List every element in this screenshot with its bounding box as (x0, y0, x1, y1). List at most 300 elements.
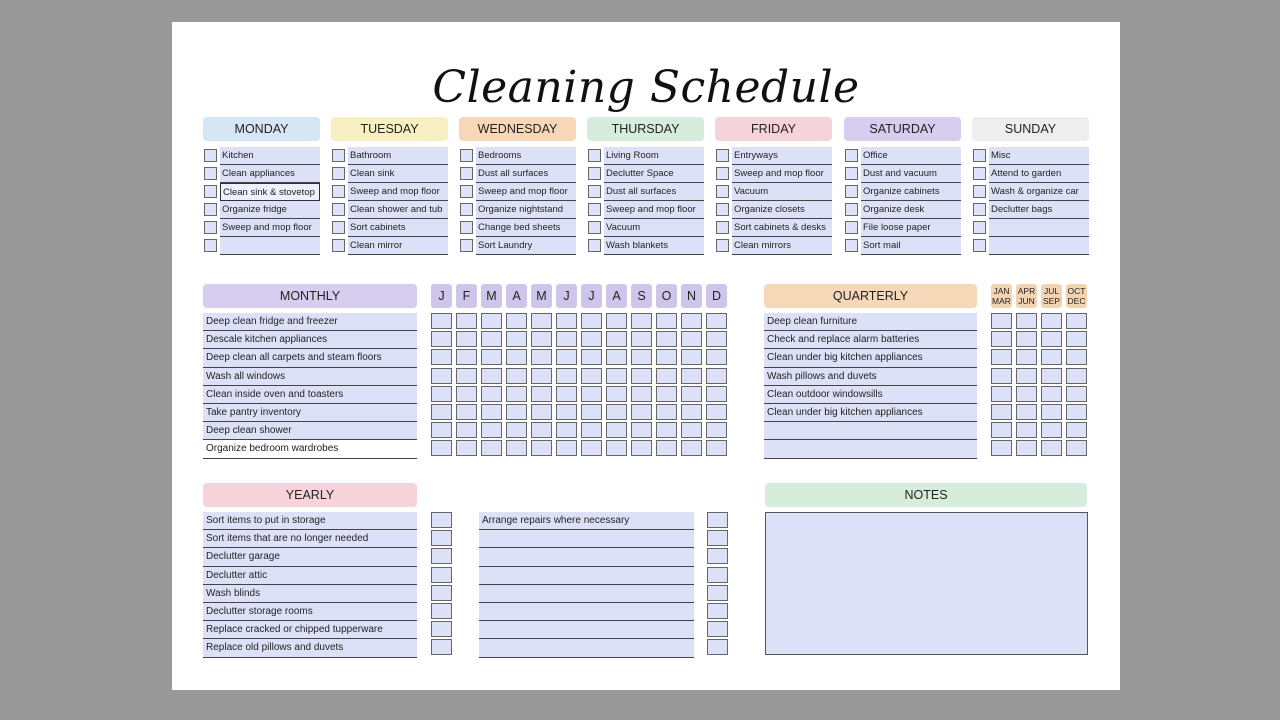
month-checkbox[interactable] (581, 368, 602, 384)
month-checkbox[interactable] (581, 422, 602, 438)
quarter-checkbox[interactable] (1016, 331, 1037, 347)
month-letter: O (656, 284, 677, 308)
task-checkbox[interactable] (973, 185, 986, 198)
month-checkbox[interactable] (531, 331, 552, 347)
day-task-text[interactable]: Sweep and mop floor (348, 183, 448, 201)
month-checkbox[interactable] (681, 386, 702, 402)
month-checkbox[interactable] (706, 440, 727, 456)
quarter-checkbox[interactable] (1066, 386, 1087, 402)
day-task-text[interactable]: Clean mirror (348, 237, 448, 255)
task-checkbox[interactable] (845, 149, 858, 162)
day-task-text[interactable]: Declutter bags (989, 201, 1089, 219)
month-checkbox[interactable] (706, 331, 727, 347)
task-row[interactable]: Clean under big kitchen appliances (764, 349, 977, 367)
day-task-text[interactable]: Living Room (604, 147, 704, 165)
day-task-text[interactable]: Change bed sheets (476, 219, 576, 237)
task-checkbox[interactable] (845, 185, 858, 198)
yearly-header: YEARLY (203, 483, 417, 507)
month-checkbox[interactable] (706, 386, 727, 402)
yearly-checkbox-column-right (707, 512, 732, 658)
month-checkbox[interactable] (531, 440, 552, 456)
task-row[interactable] (479, 639, 694, 657)
month-checkbox[interactable] (631, 368, 652, 384)
day-task-row (587, 165, 704, 183)
day-task-text[interactable]: Sweep and mop floor (604, 201, 704, 219)
day-task-row (587, 219, 704, 237)
month-checkbox[interactable] (631, 404, 652, 420)
day-task-row (844, 201, 961, 219)
task-checkbox[interactable] (588, 149, 601, 162)
quarter-checkbox[interactable] (1041, 368, 1062, 384)
task-row[interactable]: Clean outdoor windowsills (764, 386, 977, 404)
task-checkbox[interactable] (845, 221, 858, 234)
month-checkbox[interactable] (506, 440, 527, 456)
quarter-checkbox[interactable] (1066, 404, 1087, 420)
month-column (506, 284, 527, 459)
quarterly-task-list (764, 313, 977, 459)
day-task-text[interactable]: Clean sink (348, 165, 448, 183)
day-task-text[interactable]: Misc (989, 147, 1089, 165)
yearly-checkbox[interactable] (431, 530, 452, 546)
quarter-checkbox[interactable] (991, 331, 1012, 347)
month-checkbox[interactable] (606, 404, 627, 420)
day-column-saturday (844, 117, 961, 255)
day-task-text[interactable]: Sweep and mop floor (220, 219, 320, 237)
month-checkbox[interactable] (606, 422, 627, 438)
task-checkbox[interactable] (204, 221, 217, 234)
day-task-text[interactable]: Dust and vacuum (861, 165, 961, 183)
task-checkbox[interactable] (460, 185, 473, 198)
month-checkbox[interactable] (431, 440, 452, 456)
month-checkbox[interactable] (706, 313, 727, 329)
day-header: SUNDAY (972, 117, 1089, 141)
month-checkbox[interactable] (581, 331, 602, 347)
month-checkbox[interactable] (581, 386, 602, 402)
month-checkbox[interactable] (581, 440, 602, 456)
month-checkbox[interactable] (706, 422, 727, 438)
task-row[interactable]: Descale kitchen appliances (203, 331, 417, 349)
yearly-checkbox[interactable] (431, 512, 452, 528)
quarter-checkbox[interactable] (1041, 313, 1062, 329)
month-checkbox[interactable] (556, 386, 577, 402)
month-checkbox[interactable] (506, 368, 527, 384)
month-checkbox[interactable] (531, 368, 552, 384)
month-checkbox[interactable] (456, 368, 477, 384)
task-row[interactable]: Clean under big kitchen appliances (764, 404, 977, 422)
day-task-row (844, 219, 961, 237)
month-checkbox[interactable] (531, 404, 552, 420)
month-checkbox[interactable] (606, 368, 627, 384)
day-header: WEDNESDAY (459, 117, 576, 141)
yearly-task-list-left (203, 512, 417, 658)
month-checkbox[interactable] (656, 313, 677, 329)
task-row[interactable] (479, 585, 694, 603)
day-column-sunday (972, 117, 1089, 255)
month-checkbox[interactable] (431, 313, 452, 329)
task-row[interactable]: Deep clean furniture (764, 313, 977, 331)
month-checkbox[interactable] (531, 313, 552, 329)
task-row[interactable]: Wash blinds (203, 585, 417, 603)
yearly-checkbox[interactable] (431, 603, 452, 619)
task-checkbox[interactable] (973, 149, 986, 162)
month-checkbox[interactable] (531, 386, 552, 402)
day-task-text[interactable]: Entryways (732, 147, 832, 165)
task-row[interactable] (479, 530, 694, 548)
month-checkbox[interactable] (456, 422, 477, 438)
task-checkbox[interactable] (845, 167, 858, 180)
month-checkbox[interactable] (556, 349, 577, 365)
quarter-checkbox[interactable] (1066, 422, 1087, 438)
day-task-row (972, 147, 1089, 165)
day-task-text[interactable]: Sort cabinets (348, 219, 448, 237)
yearly-checkbox[interactable] (707, 512, 728, 528)
task-checkbox[interactable] (588, 203, 601, 216)
day-task-text[interactable] (220, 237, 320, 255)
task-row[interactable] (764, 422, 977, 440)
month-checkbox[interactable] (431, 422, 452, 438)
task-row[interactable]: Wash pillows and duvets (764, 368, 977, 386)
task-checkbox[interactable] (460, 149, 473, 162)
task-checkbox[interactable] (716, 149, 729, 162)
month-checkbox[interactable] (606, 386, 627, 402)
month-checkbox[interactable] (506, 386, 527, 402)
quarter-checkbox[interactable] (991, 386, 1012, 402)
quarter-start-month: APR (1017, 286, 1036, 296)
month-checkbox[interactable] (681, 422, 702, 438)
month-letter: F (456, 284, 477, 308)
month-checkbox[interactable] (456, 349, 477, 365)
quarter-start-month: JUL (1043, 286, 1060, 296)
month-checkbox[interactable] (681, 313, 702, 329)
quarter-checkbox[interactable] (1066, 331, 1087, 347)
quarter-checkbox[interactable] (1016, 404, 1037, 420)
quarter-checkbox[interactable] (991, 404, 1012, 420)
day-task-row (459, 183, 576, 201)
day-task-text[interactable]: Wash blankets (604, 237, 704, 255)
month-checkbox[interactable] (631, 440, 652, 456)
day-task-text[interactable]: Organize nightstand (476, 201, 576, 219)
month-checkbox[interactable] (656, 404, 677, 420)
task-row[interactable]: Wash all windows (203, 368, 417, 386)
task-row[interactable]: Deep clean shower (203, 422, 417, 440)
month-checkbox[interactable] (631, 313, 652, 329)
day-task-text[interactable]: Sweep and mop floor (476, 183, 576, 201)
month-checkbox[interactable] (656, 331, 677, 347)
day-task-text[interactable]: Organize fridge (220, 201, 320, 219)
task-checkbox[interactable] (588, 185, 601, 198)
task-row[interactable]: Deep clean all carpets and steam floors (203, 349, 417, 367)
day-column-monday (203, 117, 320, 255)
yearly-checkbox[interactable] (707, 621, 728, 637)
task-checkbox[interactable] (332, 239, 345, 252)
day-task-text[interactable]: Vacuum (732, 183, 832, 201)
month-checkbox[interactable] (581, 404, 602, 420)
day-task-text[interactable]: Organize cabinets (861, 183, 961, 201)
month-checkbox[interactable] (581, 313, 602, 329)
task-checkbox[interactable] (716, 203, 729, 216)
yearly-checkbox[interactable] (431, 621, 452, 637)
quarter-checkbox[interactable] (991, 422, 1012, 438)
task-checkbox[interactable] (204, 167, 217, 180)
task-row[interactable]: Take pantry inventory (203, 404, 417, 422)
day-task-text[interactable]: Clean shower and tub (348, 201, 448, 219)
month-checkbox[interactable] (481, 313, 502, 329)
day-task-text[interactable] (989, 237, 1089, 255)
quarter-checkbox[interactable] (1016, 386, 1037, 402)
task-checkbox[interactable] (460, 203, 473, 216)
quarter-checkbox[interactable] (991, 440, 1012, 456)
yearly-checkbox[interactable] (431, 639, 452, 655)
month-checkbox[interactable] (706, 368, 727, 384)
quarter-checkbox[interactable] (1041, 349, 1062, 365)
day-task-row (844, 147, 961, 165)
day-header: FRIDAY (715, 117, 832, 141)
task-row[interactable]: Replace cracked or chipped tupperware (203, 621, 417, 639)
month-checkbox[interactable] (431, 331, 452, 347)
task-checkbox[interactable] (973, 239, 986, 252)
task-checkbox[interactable] (332, 203, 345, 216)
yearly-checkbox-column (707, 512, 728, 658)
day-task-row (587, 183, 704, 201)
month-checkbox[interactable] (606, 313, 627, 329)
month-checkbox[interactable] (656, 440, 677, 456)
day-task-text[interactable]: Kitchen (220, 147, 320, 165)
task-row[interactable]: Sort items that are no longer needed (203, 530, 417, 548)
month-checkbox[interactable] (631, 331, 652, 347)
month-checkbox[interactable] (456, 404, 477, 420)
task-checkbox[interactable] (716, 185, 729, 198)
quarter-column (991, 284, 1012, 459)
month-checkbox[interactable] (506, 422, 527, 438)
month-checkbox[interactable] (581, 349, 602, 365)
task-row[interactable]: Replace old pillows and duvets (203, 639, 417, 657)
task-row[interactable]: Declutter storage rooms (203, 603, 417, 621)
month-checkbox[interactable] (556, 404, 577, 420)
task-checkbox[interactable] (973, 221, 986, 234)
task-checkbox[interactable] (332, 221, 345, 234)
month-checkbox[interactable] (631, 386, 652, 402)
month-checkbox[interactable] (656, 422, 677, 438)
task-checkbox[interactable] (716, 167, 729, 180)
day-task-text[interactable]: Attend to garden (989, 165, 1089, 183)
day-task-text[interactable]: Sort cabinets & desks (732, 219, 832, 237)
day-task-text[interactable]: Clean appliances (220, 165, 320, 183)
month-checkbox[interactable] (706, 349, 727, 365)
task-checkbox[interactable] (973, 203, 986, 216)
month-checkbox[interactable] (556, 368, 577, 384)
task-checkbox[interactable] (204, 185, 217, 198)
day-task-text[interactable]: Sort mail (861, 237, 961, 255)
quarter-label (1041, 284, 1062, 308)
day-task-text[interactable]: Organize desk (861, 201, 961, 219)
month-checkbox[interactable] (481, 368, 502, 384)
day-task-row (715, 237, 832, 255)
quarter-checkbox[interactable] (991, 313, 1012, 329)
day-task-text[interactable]: File loose paper (861, 219, 961, 237)
task-row[interactable]: Clean inside oven and toasters (203, 386, 417, 404)
month-checkbox[interactable] (681, 368, 702, 384)
day-task-text[interactable]: Wash & organize car (989, 183, 1089, 201)
task-row[interactable] (479, 567, 694, 585)
month-checkbox[interactable] (481, 404, 502, 420)
month-checkbox[interactable] (556, 331, 577, 347)
day-task-text[interactable]: Sort Laundry (476, 237, 576, 255)
yearly-checkbox[interactable] (431, 548, 452, 564)
day-task-text[interactable]: Dust all surfaces (476, 165, 576, 183)
day-task-row (844, 237, 961, 255)
task-checkbox[interactable] (332, 149, 345, 162)
task-checkbox[interactable] (204, 239, 217, 252)
month-checkbox[interactable] (531, 349, 552, 365)
day-task-text[interactable]: Office (861, 147, 961, 165)
month-checkbox[interactable] (456, 331, 477, 347)
month-checkbox[interactable] (531, 422, 552, 438)
month-checkbox[interactable] (706, 404, 727, 420)
task-checkbox[interactable] (332, 185, 345, 198)
day-task-row (203, 201, 320, 219)
task-checkbox[interactable] (973, 167, 986, 180)
quarter-checkbox[interactable] (1016, 440, 1037, 456)
quarter-checkbox[interactable] (1041, 404, 1062, 420)
quarter-checkbox[interactable] (1016, 368, 1037, 384)
quarter-checkbox[interactable] (1041, 422, 1062, 438)
month-checkbox[interactable] (656, 349, 677, 365)
quarter-checkbox[interactable] (1066, 368, 1087, 384)
day-task-text[interactable]: Clean mirrors (732, 237, 832, 255)
month-checkbox[interactable] (481, 440, 502, 456)
month-checkbox[interactable] (481, 331, 502, 347)
quarter-checkbox[interactable] (991, 349, 1012, 365)
month-checkbox[interactable] (481, 386, 502, 402)
month-checkbox[interactable] (456, 313, 477, 329)
task-row[interactable] (479, 603, 694, 621)
day-task-row (972, 165, 1089, 183)
task-checkbox[interactable] (845, 203, 858, 216)
task-checkbox[interactable] (588, 167, 601, 180)
day-task-row (331, 237, 448, 255)
quarter-checkbox[interactable] (1016, 349, 1037, 365)
month-checkbox[interactable] (456, 440, 477, 456)
day-task-text[interactable]: Dust all surfaces (604, 183, 704, 201)
task-row[interactable]: Arrange repairs where necessary (479, 512, 694, 530)
task-checkbox[interactable] (332, 167, 345, 180)
quarter-checkbox[interactable] (1016, 313, 1037, 329)
task-row[interactable]: Declutter garage (203, 548, 417, 566)
month-checkbox[interactable] (631, 422, 652, 438)
task-checkbox[interactable] (460, 221, 473, 234)
day-task-text[interactable] (989, 219, 1089, 237)
day-task-text[interactable]: Declutter Space (604, 165, 704, 183)
task-row[interactable] (479, 548, 694, 566)
month-checkbox[interactable] (456, 386, 477, 402)
task-row[interactable]: Organize bedroom wardrobes (203, 440, 417, 458)
yearly-checkbox[interactable] (431, 567, 452, 583)
day-task-text[interactable]: Clean sink & stovetop (220, 183, 320, 201)
month-checkbox[interactable] (656, 386, 677, 402)
month-checkbox[interactable] (656, 368, 677, 384)
yearly-checkbox[interactable] (707, 639, 728, 655)
notes-area[interactable] (765, 512, 1088, 655)
month-checkbox[interactable] (506, 331, 527, 347)
month-column (431, 284, 452, 459)
task-checkbox[interactable] (204, 149, 217, 162)
task-row[interactable]: Check and replace alarm batteries (764, 331, 977, 349)
yearly-checkbox[interactable] (707, 548, 728, 564)
quarter-checkbox[interactable] (1041, 440, 1062, 456)
task-row[interactable] (764, 440, 977, 458)
day-column-friday (715, 117, 832, 255)
month-checkbox[interactable] (431, 386, 452, 402)
quarter-checkbox[interactable] (1041, 386, 1062, 402)
task-row[interactable] (479, 621, 694, 639)
month-checkbox[interactable] (606, 440, 627, 456)
quarter-checkbox[interactable] (1016, 422, 1037, 438)
task-checkbox[interactable] (204, 203, 217, 216)
month-checkbox[interactable] (681, 404, 702, 420)
task-row[interactable]: Deep clean fridge and freezer (203, 313, 417, 331)
month-checkbox[interactable] (506, 349, 527, 365)
month-checkbox[interactable] (431, 368, 452, 384)
quarter-checkbox[interactable] (1066, 440, 1087, 456)
task-checkbox[interactable] (716, 239, 729, 252)
month-checkbox[interactable] (631, 349, 652, 365)
day-task-text[interactable]: Sweep and mop floor (732, 165, 832, 183)
month-checkbox[interactable] (681, 349, 702, 365)
day-task-text[interactable]: Bedrooms (476, 147, 576, 165)
page-title: Cleaning Schedule (432, 62, 860, 113)
day-task-text[interactable]: Organize closets (732, 201, 832, 219)
task-row[interactable]: Sort items to put in storage (203, 512, 417, 530)
month-checkbox[interactable] (681, 331, 702, 347)
quarter-checkbox[interactable] (1066, 349, 1087, 365)
task-checkbox[interactable] (716, 221, 729, 234)
month-letter: D (706, 284, 727, 308)
yearly-checkbox[interactable] (707, 585, 728, 601)
month-checkbox[interactable] (506, 404, 527, 420)
yearly-checkbox-column-left (431, 512, 456, 658)
yearly-checkbox[interactable] (707, 567, 728, 583)
task-checkbox[interactable] (845, 239, 858, 252)
yearly-checkbox[interactable] (707, 530, 728, 546)
quarter-checkbox[interactable] (991, 368, 1012, 384)
month-column (706, 284, 727, 459)
yearly-checkbox[interactable] (431, 585, 452, 601)
month-checkbox[interactable] (481, 422, 502, 438)
task-checkbox[interactable] (460, 167, 473, 180)
month-checkbox[interactable] (606, 349, 627, 365)
day-header: THURSDAY (587, 117, 704, 141)
month-checkbox[interactable] (556, 313, 577, 329)
quarter-checkbox[interactable] (1041, 331, 1062, 347)
month-checkbox[interactable] (506, 313, 527, 329)
task-checkbox[interactable] (460, 239, 473, 252)
task-checkbox[interactable] (588, 239, 601, 252)
task-checkbox[interactable] (588, 221, 601, 234)
day-task-text[interactable]: Vacuum (604, 219, 704, 237)
month-checkbox[interactable] (481, 349, 502, 365)
month-checkbox[interactable] (556, 422, 577, 438)
month-checkbox[interactable] (606, 331, 627, 347)
quarter-checkbox[interactable] (1066, 313, 1087, 329)
task-row[interactable]: Declutter attic (203, 567, 417, 585)
month-checkbox[interactable] (431, 404, 452, 420)
month-checkbox[interactable] (556, 440, 577, 456)
month-checkbox[interactable] (681, 440, 702, 456)
day-task-text[interactable]: Bathroom (348, 147, 448, 165)
month-checkbox[interactable] (431, 349, 452, 365)
month-column (631, 284, 652, 459)
yearly-checkbox[interactable] (707, 603, 728, 619)
